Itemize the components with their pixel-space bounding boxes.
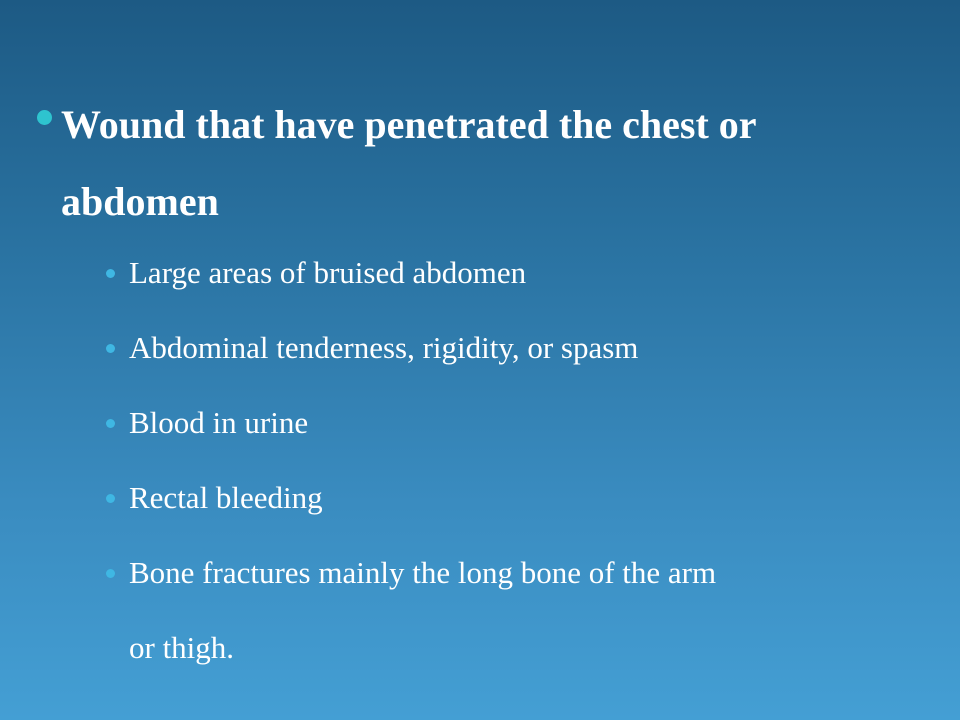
sub-bullet-dot — [106, 269, 115, 278]
sub-bullet-dot — [106, 494, 115, 503]
sub-bullet-text-line-2: or thigh. — [129, 630, 235, 665]
sub-bullet-text: Abdominal tenderness, rigidity, or spasm — [129, 330, 639, 365]
sub-bullet-text: Blood in urine — [129, 405, 309, 440]
sub-bullet-item — [100, 535, 910, 685]
sub-bullet-text-line-1: Bone fractures mainly the long bone of the arm — [129, 555, 717, 590]
sub-bullet-text: Rectal bleeding — [129, 480, 323, 515]
sub-bullet-item — [100, 385, 910, 460]
main-bullet-line-2: abdomen — [61, 179, 219, 224]
main-bullet — [33, 86, 913, 240]
sub-bullet-dot — [106, 419, 115, 428]
sub-bullet-item — [100, 235, 910, 310]
sub-bullet-dot — [106, 344, 115, 353]
sub-bullet-item — [100, 310, 910, 385]
sub-bullet-dot — [106, 569, 115, 578]
sub-bullet-text: Large areas of bruised abdomen — [129, 255, 527, 290]
main-bullet-dot — [37, 110, 52, 125]
sub-bullet-item — [100, 460, 910, 535]
sub-bullet-list — [100, 235, 910, 685]
main-bullet-line-1: Wound that have penetrated the chest or — [61, 102, 757, 147]
